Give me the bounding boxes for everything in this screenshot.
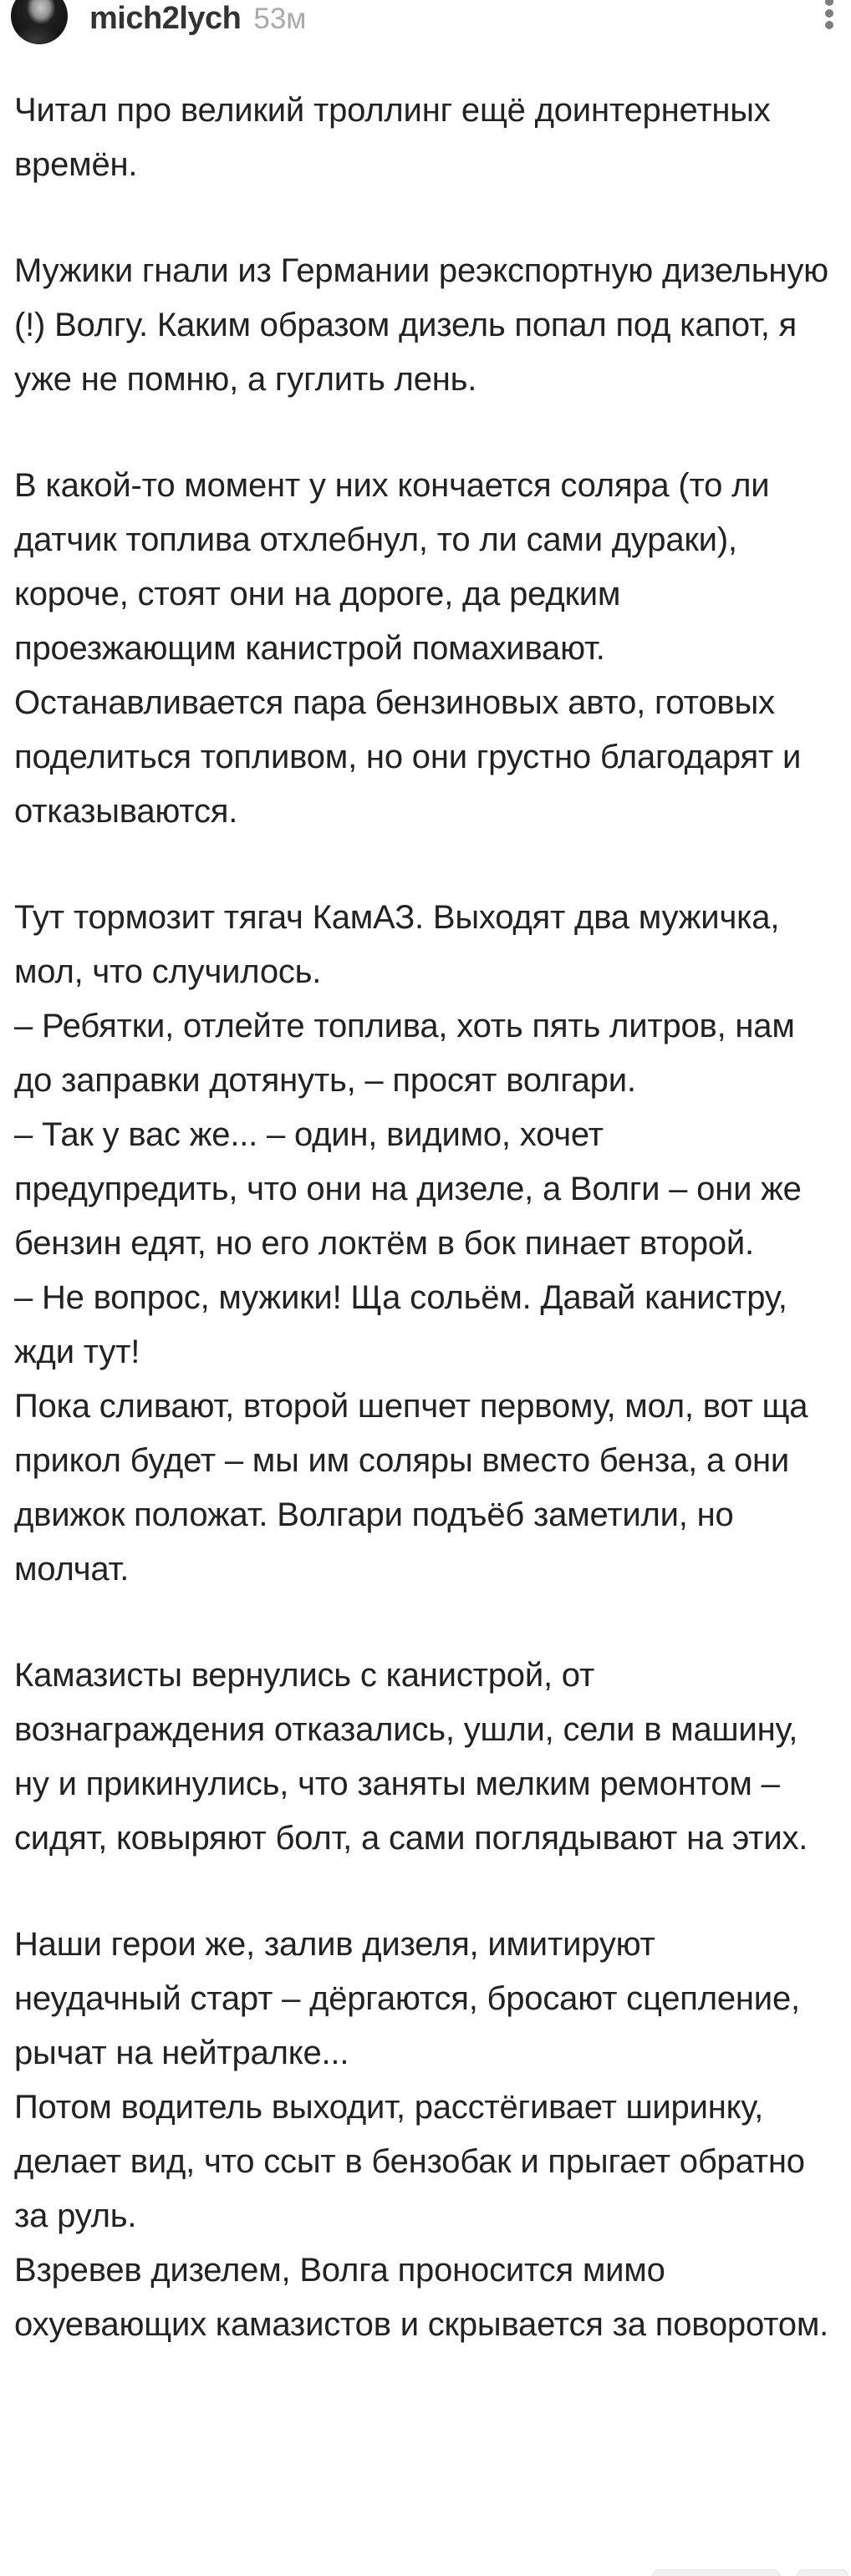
text-line: В какой-то момент у них кончается соляра (то ли датчик топлива отхлебнул, то ли сами дураки), короче, стоят они на дороге, да редким проезжающим канистрой помахивают. Останавливается пара бензиновых авто, готовых поделиться топливом, но они грустно благодарят и отказываются. [14,467,802,830]
post-paragraph [14,1918,829,2352]
post-paragraph [14,459,829,839]
tag-chip[interactable] [652,2569,780,2576]
post-paragraph [14,244,829,407]
author-row [89,1,306,37]
text-line: Камазисты вернулись с канистрой, от вознаграждения отказались, ушли, сели в машину, ну и прикинулись, что заняты мелким ремонтом – сидят, ковыряют болт, а сами поглядывают на этих. [14,1657,808,1857]
text-line: – Ребятки, отлейте топлива, хоть пять литров, нам до заправки дотянуть, – просят волгари. [14,1008,795,1099]
avatar[interactable] [11,0,68,44]
kebab-dot [825,0,833,6]
text-line: – Так у вас же... – один, видимо, хочет предупредить, что они на дизеле, а Волги – они же бензин едят, но его локтём в бок пинает второй. [14,1116,802,1262]
tag-chip[interactable] [797,2569,848,2576]
kebab-dot [825,21,833,29]
author-username[interactable]: mich2lych [89,1,242,36]
post-paragraph [14,84,829,192]
text-line: Читал про великий троллинг ещё доинтернетных времён. [14,92,771,183]
kebab-menu-icon[interactable] [821,0,838,33]
post-timestamp: 53м [253,3,307,35]
text-line: Тут тормозит тягач КамАЗ. Выходят два мужичка, мол, что случилось. [14,899,780,990]
post-paragraph [14,891,829,1597]
post-body [14,84,829,2352]
text-line: – Не вопрос, мужики! Ща сольём. Давай канистру, жди тут! [14,1279,787,1370]
text-line: Взревев дизелем, Волга проносится мимо охуевающих камазистов и скрывается за поворотом. [14,2252,829,2343]
text-line: Пока сливают, второй шепчет первому, мол, вот ща прикол будет – мы им соляры вместо бенза, а они движок положат. Волгари подъёб заметили, но молчат. [14,1388,808,1588]
post-paragraph [14,1649,829,1866]
post-header [0,0,851,50]
kebab-dot [825,9,833,18]
text-line: Потом водитель выходит, расстёгивает ширинку, делает вид, что ссыт в бензобак и прыгает обратно за руль. [14,2089,805,2234]
text-line: Мужики гнали из Германии реэкспортную дизельную (!) Волгу. Каким образом дизель попал под капот, я уже не помню, а гуглить лень. [14,252,828,398]
text-line: Наши герои же, залив дизеля, имитируют неудачный старт – дёргаются, бросают сцепление, рычат на нейтралке... [14,1926,800,2071]
